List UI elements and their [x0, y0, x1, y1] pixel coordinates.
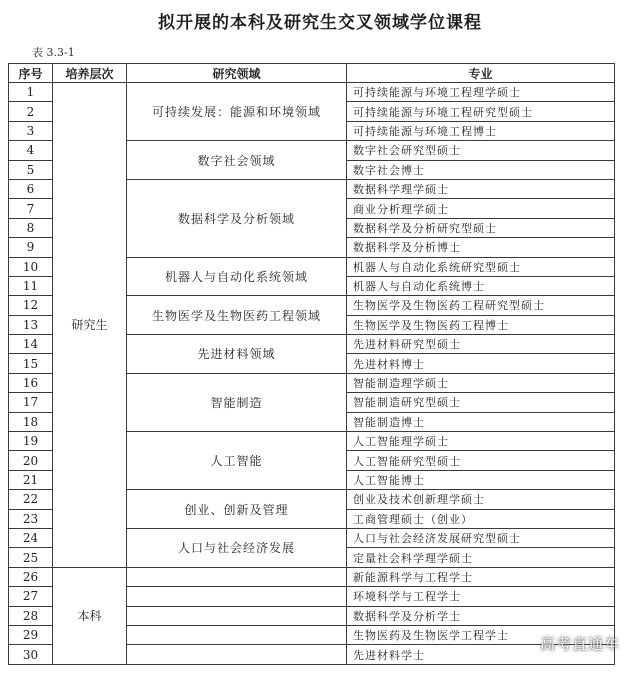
row-number: 20: [9, 451, 53, 470]
field-cell-empty: [127, 606, 347, 625]
row-number: 8: [9, 218, 53, 237]
row-number: 28: [9, 606, 53, 625]
watermark: 高考直通车: [539, 635, 620, 653]
major-cell: 智能制造理学硕士: [347, 373, 615, 392]
row-number: 7: [9, 199, 53, 218]
row-number: 26: [9, 567, 53, 586]
major-cell: 人口与社会经济发展研究型硕士: [347, 528, 615, 547]
major-cell: 生物医药及生物医学工程学士: [347, 625, 615, 644]
major-cell: 数字社会博士: [347, 160, 615, 179]
major-cell: 可持续能源与环境工程研究型硕士: [347, 102, 615, 121]
major-cell: 可持续能源与环境工程博士: [347, 121, 615, 140]
row-number: 22: [9, 490, 53, 509]
major-cell: 机器人与自动化系统研究型硕士: [347, 257, 615, 276]
row-number: 25: [9, 548, 53, 567]
row-number: 24: [9, 528, 53, 547]
major-cell: 新能源科学与工程学士: [347, 567, 615, 586]
major-cell: 定量社会科学理学硕士: [347, 548, 615, 567]
major-cell: 先进材料学士: [347, 645, 615, 664]
major-cell: 数据科学理学硕士: [347, 179, 615, 198]
field-cell: 数据科学及分析领域: [127, 179, 347, 257]
major-cell: 创业及技术创新理学硕士: [347, 490, 615, 509]
major-cell: 数据科学及分析研究型硕士: [347, 218, 615, 237]
major-cell: 人工智能博士: [347, 470, 615, 489]
major-cell: 人工智能理学硕士: [347, 432, 615, 451]
row-number: 15: [9, 354, 53, 373]
header-level: 培养层次: [53, 64, 127, 83]
row-number: 30: [9, 645, 53, 664]
field-cell: 可持续发展：能源和环境领域: [127, 83, 347, 141]
header-num: 序号: [9, 64, 53, 83]
row-number: 21: [9, 470, 53, 489]
field-cell-empty: [127, 645, 347, 664]
field-cell: 创业、创新及管理: [127, 490, 347, 529]
major-cell: 生物医学及生物医药工程研究型硕士: [347, 296, 615, 315]
field-cell: 人口与社会经济发展: [127, 528, 347, 567]
header-field: 研究领域: [127, 64, 347, 83]
major-cell: 智能制造研究型硕士: [347, 393, 615, 412]
table-row: [9, 83, 615, 102]
row-number: 18: [9, 412, 53, 431]
row-number: 19: [9, 432, 53, 451]
level-cell-undergraduate: 本科: [53, 567, 127, 664]
page-title: 拟开展的本科及研究生交叉领域学位课程: [158, 13, 482, 33]
field-cell-empty: [127, 625, 347, 644]
major-cell: 生物医学及生物医药工程博士: [347, 315, 615, 334]
major-cell: 先进材料博士: [347, 354, 615, 373]
row-number: 16: [9, 373, 53, 392]
major-cell: 数据科学及分析学士: [347, 606, 615, 625]
major-cell: 数字社会研究型硕士: [347, 141, 615, 160]
row-number: 13: [9, 315, 53, 334]
row-number: 27: [9, 587, 53, 606]
row-number: 2: [9, 102, 53, 121]
table-row: [9, 567, 615, 586]
row-number: 14: [9, 335, 53, 354]
row-number: 12: [9, 296, 53, 315]
row-number: 10: [9, 257, 53, 276]
major-cell: 可持续能源与环境工程理学硕士: [347, 83, 615, 102]
row-number: 3: [9, 121, 53, 140]
level-cell-graduate: 研究生: [53, 83, 127, 568]
major-cell: 智能制造博士: [347, 412, 615, 431]
field-cell-empty: [127, 587, 347, 606]
major-cell: 先进材料研究型硕士: [347, 335, 615, 354]
row-number: 5: [9, 160, 53, 179]
field-cell: 机器人与自动化系统领域: [127, 257, 347, 296]
major-cell: 商业分析理学硕士: [347, 199, 615, 218]
major-cell: 数据科学及分析博士: [347, 238, 615, 257]
major-cell: 环境科学与工程学士: [347, 587, 615, 606]
course-table: [8, 63, 615, 665]
row-number: 23: [9, 509, 53, 528]
field-cell: 生物医学及生物医药工程领域: [127, 296, 347, 335]
row-number: 4: [9, 141, 53, 160]
major-cell: 人工智能研究型硕士: [347, 451, 615, 470]
row-number: 11: [9, 276, 53, 295]
field-cell: 人工智能: [127, 432, 347, 490]
row-number: 9: [9, 238, 53, 257]
row-number: 29: [9, 625, 53, 644]
field-cell: 数字社会领域: [127, 141, 347, 180]
table-label: 表 3.3-1: [32, 46, 75, 59]
header-major: 专业: [347, 64, 615, 83]
header-row: [9, 64, 615, 83]
row-number: 1: [9, 83, 53, 102]
row-number: 17: [9, 393, 53, 412]
field-cell: 智能制造: [127, 373, 347, 431]
row-number: 6: [9, 179, 53, 198]
field-cell: 先进材料领域: [127, 335, 347, 374]
field-cell-empty: [127, 567, 347, 586]
major-cell: 机器人与自动化系统博士: [347, 276, 615, 295]
major-cell: 工商管理硕士（创业）: [347, 509, 615, 528]
